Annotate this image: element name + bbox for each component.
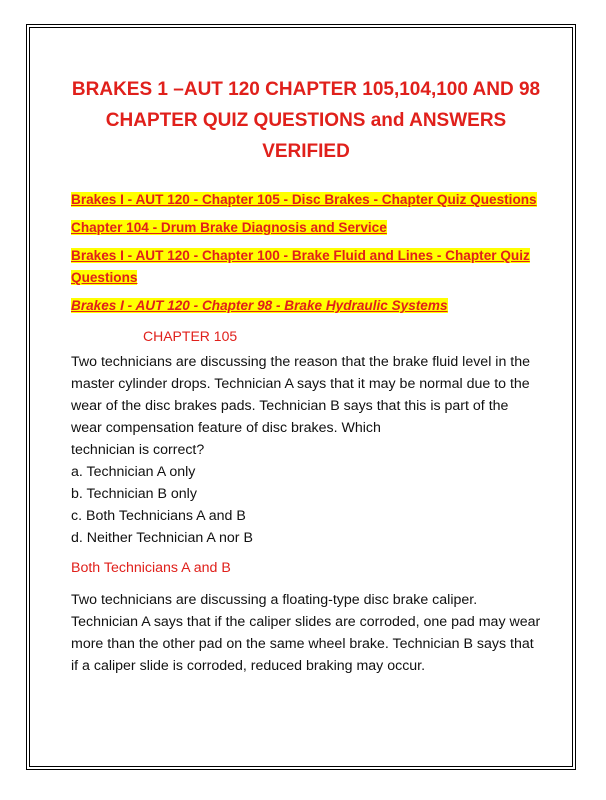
toc-link-chapter-104[interactable] <box>71 217 541 239</box>
option-c: c. Both Technicians A and B <box>71 508 246 524</box>
toc-link-chapter-100[interactable] <box>71 245 541 289</box>
question-1-text-line2: technician is correct? <box>71 442 205 458</box>
toc-link-label: Chapter 104 - Drum Brake Diagnosis and Service <box>71 220 387 235</box>
option-d: d. Neither Technician A nor B <box>71 530 253 546</box>
question-1-options <box>71 461 541 549</box>
option-a: a. Technician A only <box>71 464 196 480</box>
question-1 <box>71 351 541 461</box>
question-1-answer: Both Technicians A and B <box>71 560 231 576</box>
toc-link-label: Brakes I - AUT 120 - Chapter 105 - Disc Brakes - Chapter Quiz Questions <box>71 192 537 207</box>
toc-link-label: Brakes I - AUT 120 - Chapter 100 - Brake Fluid and Lines - Chapter Quiz Questions <box>71 248 530 285</box>
document-title: BRAKES 1 –AUT 120 CHAPTER 105,104,100 AND 98 CHAPTER QUIZ QUESTIONS and ANSWERS VERIFIED <box>71 79 541 162</box>
question-2-text: Two technicians are discussing a floating-type disc brake caliper. Technician A says that if the caliper slides are corroded, one pad may wear more than the other pad on the same wheel brake. Technician B says that if a caliper slide is corroded, reduced braking may occur. <box>71 592 541 674</box>
option-b: b. Technician B only <box>71 486 197 502</box>
chapter-heading: CHAPTER 105 <box>143 328 238 344</box>
toc-link-chapter-105[interactable] <box>71 189 541 211</box>
toc-link-label: Brakes I - AUT 120 - Chapter 98 - Brake Hydraulic Systems <box>71 298 448 313</box>
question-1-text: Two technicians are discussing the reason that the brake fluid level in the master cylinder drops. Technician A says that it may be normal due to the wear of the disc brakes pads. Technician B says that this is part of the wear compensation feature of disc brakes. Which <box>71 354 530 436</box>
document-body <box>71 74 541 685</box>
question-2 <box>71 589 541 677</box>
toc-link-chapter-98[interactable] <box>71 295 541 317</box>
